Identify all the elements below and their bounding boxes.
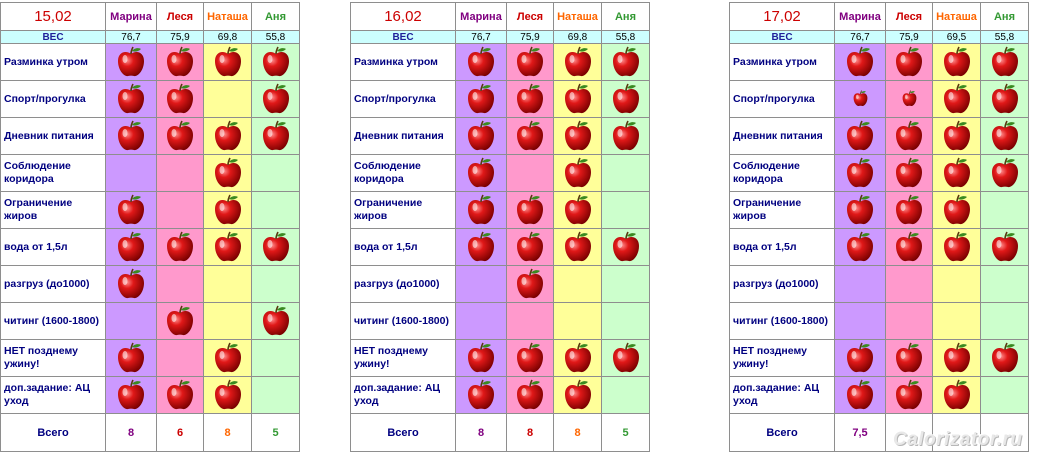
score-cell-natasha bbox=[933, 118, 981, 155]
score-cell-natasha bbox=[554, 44, 602, 81]
apple-icon bbox=[893, 238, 925, 255]
score-cell-natasha bbox=[554, 340, 602, 377]
activity-label: НЕТ позднему ужину! bbox=[730, 340, 835, 377]
apple-icon bbox=[465, 386, 497, 403]
score-cell-anya bbox=[252, 81, 300, 118]
apple-icon bbox=[164, 53, 196, 70]
apple-icon bbox=[212, 201, 244, 218]
apple-icon bbox=[562, 349, 594, 366]
apple-icon bbox=[562, 127, 594, 144]
score-cell-natasha bbox=[933, 155, 981, 192]
score-cell-natasha bbox=[933, 266, 981, 303]
score-cell-natasha bbox=[204, 303, 252, 340]
total-value-lesya: 6 bbox=[157, 414, 204, 452]
activity-label: Разминка утром bbox=[1, 44, 106, 81]
score-cell-anya bbox=[602, 229, 650, 266]
day-table-2 bbox=[350, 2, 650, 452]
score-cell-natasha bbox=[933, 44, 981, 81]
score-cell-marina bbox=[456, 44, 507, 81]
activity-label: Ограничение жиров bbox=[730, 192, 835, 229]
apple-icon bbox=[562, 238, 594, 255]
score-cell-anya bbox=[981, 303, 1029, 340]
score-cell-lesya bbox=[507, 118, 554, 155]
apple-icon bbox=[260, 238, 292, 255]
total-value-anya: 5 bbox=[602, 414, 650, 452]
apple-icon bbox=[893, 127, 925, 144]
weight-value-anya: 55,8 bbox=[602, 31, 650, 44]
score-cell-lesya bbox=[507, 377, 554, 414]
participant-name-natasha: Наташа bbox=[554, 3, 602, 31]
apple-icon bbox=[465, 53, 497, 70]
score-cell-natasha bbox=[554, 192, 602, 229]
apple-icon bbox=[989, 53, 1021, 70]
score-cell-marina bbox=[835, 266, 886, 303]
apple-icon bbox=[212, 349, 244, 366]
activity-label: Дневник питания bbox=[351, 118, 456, 155]
score-cell-anya bbox=[602, 44, 650, 81]
participant-name-lesya: Леся bbox=[157, 3, 204, 31]
day-date: 17,02 bbox=[730, 3, 835, 31]
activity-label: доп.задание: АЦ уход bbox=[730, 377, 835, 414]
apple-icon bbox=[514, 349, 546, 366]
score-cell-marina bbox=[456, 303, 507, 340]
activity-label: НЕТ позднему ужину! bbox=[351, 340, 456, 377]
score-cell-lesya bbox=[507, 192, 554, 229]
apple-icon bbox=[844, 349, 876, 366]
apple-icon bbox=[610, 349, 642, 366]
weight-value-marina: 76,7 bbox=[106, 31, 157, 44]
score-cell-anya bbox=[981, 81, 1029, 118]
weight-label: ВЕС bbox=[1, 31, 106, 44]
activity-label: Соблюдение коридора bbox=[1, 155, 106, 192]
participant-name-anya: Аня bbox=[252, 3, 300, 31]
score-cell-natasha bbox=[204, 44, 252, 81]
score-cell-marina bbox=[835, 377, 886, 414]
score-cell-marina bbox=[106, 229, 157, 266]
score-cell-lesya bbox=[886, 229, 933, 266]
score-cell-anya bbox=[981, 44, 1029, 81]
apple-icon bbox=[260, 127, 292, 144]
score-cell-natasha bbox=[204, 229, 252, 266]
score-cell-anya bbox=[602, 377, 650, 414]
score-cell-marina bbox=[456, 340, 507, 377]
apple-icon bbox=[941, 201, 973, 218]
score-cell-lesya bbox=[157, 155, 204, 192]
apple-icon bbox=[164, 238, 196, 255]
apple-icon bbox=[260, 90, 292, 107]
apple-icon bbox=[989, 90, 1021, 107]
score-cell-marina bbox=[456, 229, 507, 266]
tracker-table bbox=[0, 2, 300, 452]
total-label: Всего bbox=[730, 414, 835, 452]
score-cell-anya bbox=[602, 340, 650, 377]
score-cell-lesya bbox=[886, 377, 933, 414]
apple-icon bbox=[514, 53, 546, 70]
apple-icon bbox=[893, 201, 925, 218]
score-cell-natasha bbox=[933, 303, 981, 340]
score-cell-marina bbox=[106, 192, 157, 229]
score-cell-natasha bbox=[933, 340, 981, 377]
apple-icon bbox=[115, 201, 147, 218]
score-cell-anya bbox=[252, 340, 300, 377]
apple-icon bbox=[893, 349, 925, 366]
score-cell-lesya bbox=[507, 155, 554, 192]
apple-icon bbox=[115, 127, 147, 144]
activity-label: разгруз (до1000) bbox=[730, 266, 835, 303]
score-cell-natasha bbox=[554, 303, 602, 340]
weight-value-natasha: 69,8 bbox=[554, 31, 602, 44]
score-cell-lesya bbox=[886, 81, 933, 118]
apple-icon bbox=[893, 386, 925, 403]
day-date: 15,02 bbox=[1, 3, 106, 31]
score-cell-marina bbox=[835, 155, 886, 192]
apple-icon bbox=[465, 349, 497, 366]
score-cell-anya bbox=[252, 192, 300, 229]
score-cell-lesya bbox=[507, 229, 554, 266]
apple-icon bbox=[844, 127, 876, 144]
score-cell-anya bbox=[252, 155, 300, 192]
activity-label: Соблюдение коридора bbox=[351, 155, 456, 192]
score-cell-anya bbox=[252, 303, 300, 340]
apple-icon bbox=[844, 386, 876, 403]
apple-icon bbox=[115, 90, 147, 107]
apple-icon bbox=[610, 53, 642, 70]
score-cell-anya bbox=[602, 155, 650, 192]
score-cell-marina bbox=[456, 155, 507, 192]
apple-icon bbox=[562, 90, 594, 107]
participant-name-marina: Марина bbox=[835, 3, 886, 31]
score-cell-marina bbox=[835, 81, 886, 118]
watermark: Calorizator.ru bbox=[893, 429, 1023, 450]
weight-label: ВЕС bbox=[351, 31, 456, 44]
score-cell-anya bbox=[981, 266, 1029, 303]
apple-icon bbox=[212, 53, 244, 70]
total-value-natasha: 8 bbox=[554, 414, 602, 452]
apple-icon bbox=[465, 164, 497, 181]
total-value-natasha: 8 bbox=[204, 414, 252, 452]
apple-icon bbox=[212, 164, 244, 181]
apple-icon bbox=[514, 238, 546, 255]
apple-icon bbox=[514, 90, 546, 107]
score-cell-lesya bbox=[886, 340, 933, 377]
apple-icon bbox=[164, 127, 196, 144]
participant-name-anya: Аня bbox=[981, 3, 1029, 31]
total-value-marina: 7,5 bbox=[835, 414, 886, 452]
apple-icon bbox=[115, 275, 147, 292]
activity-label: Спорт/прогулка bbox=[730, 81, 835, 118]
score-cell-lesya bbox=[157, 377, 204, 414]
apple-icon bbox=[514, 275, 546, 292]
activity-label: вода от 1,5л bbox=[351, 229, 456, 266]
score-cell-marina bbox=[106, 303, 157, 340]
score-cell-marina bbox=[106, 155, 157, 192]
score-cell-lesya bbox=[157, 229, 204, 266]
apple-icon bbox=[260, 312, 292, 329]
apple-icon bbox=[465, 201, 497, 218]
activity-label: Спорт/прогулка bbox=[1, 81, 106, 118]
day-table-1 bbox=[0, 2, 300, 452]
apple-icon bbox=[514, 127, 546, 144]
activity-label: Разминка утром bbox=[351, 44, 456, 81]
score-cell-marina bbox=[106, 377, 157, 414]
apple-icon bbox=[989, 238, 1021, 255]
activity-label: Ограничение жиров bbox=[1, 192, 106, 229]
apple-icon bbox=[562, 386, 594, 403]
total-value-anya: 5 bbox=[252, 414, 300, 452]
apple-icon bbox=[465, 127, 497, 144]
apple-icon bbox=[941, 238, 973, 255]
score-cell-lesya bbox=[157, 81, 204, 118]
participant-name-lesya: Леся bbox=[507, 3, 554, 31]
apple-icon bbox=[989, 127, 1021, 144]
score-cell-anya bbox=[252, 118, 300, 155]
apple-icon bbox=[941, 90, 973, 107]
activity-label: разгруз (до1000) bbox=[1, 266, 106, 303]
score-cell-natasha bbox=[204, 266, 252, 303]
score-cell-lesya bbox=[507, 340, 554, 377]
apple-icon bbox=[115, 53, 147, 70]
weight-label: ВЕС bbox=[730, 31, 835, 44]
apple-icon bbox=[260, 53, 292, 70]
score-cell-lesya bbox=[886, 192, 933, 229]
score-cell-natasha bbox=[554, 266, 602, 303]
weight-value-natasha: 69,5 bbox=[933, 31, 981, 44]
weight-value-natasha: 69,8 bbox=[204, 31, 252, 44]
activity-label: Соблюдение коридора bbox=[730, 155, 835, 192]
apple-icon bbox=[212, 238, 244, 255]
score-cell-anya bbox=[252, 229, 300, 266]
score-cell-natasha bbox=[204, 81, 252, 118]
score-cell-marina bbox=[106, 118, 157, 155]
score-cell-marina bbox=[456, 192, 507, 229]
activity-label: Разминка утром bbox=[730, 44, 835, 81]
weight-value-lesya: 75,9 bbox=[157, 31, 204, 44]
apple-icon bbox=[941, 386, 973, 403]
weight-value-anya: 55,8 bbox=[981, 31, 1029, 44]
apple-icon bbox=[164, 312, 196, 329]
apple-icon bbox=[610, 90, 642, 107]
participant-name-anya: Аня bbox=[602, 3, 650, 31]
score-cell-marina bbox=[456, 377, 507, 414]
half-apple-icon bbox=[901, 90, 918, 107]
score-cell-lesya bbox=[886, 303, 933, 340]
activity-label: НЕТ позднему ужину! bbox=[1, 340, 106, 377]
apple-icon bbox=[941, 127, 973, 144]
score-cell-natasha bbox=[554, 377, 602, 414]
day-table-3 bbox=[729, 2, 1029, 452]
score-cell-lesya bbox=[157, 192, 204, 229]
score-cell-natasha bbox=[554, 155, 602, 192]
activity-label: доп.задание: АЦ уход bbox=[1, 377, 106, 414]
score-cell-marina bbox=[106, 81, 157, 118]
score-cell-marina bbox=[106, 340, 157, 377]
apple-icon bbox=[115, 349, 147, 366]
activity-label: Дневник питания bbox=[730, 118, 835, 155]
apple-icon bbox=[941, 164, 973, 181]
score-cell-marina bbox=[835, 44, 886, 81]
score-cell-natasha bbox=[554, 229, 602, 266]
score-cell-marina bbox=[106, 266, 157, 303]
score-cell-anya bbox=[981, 118, 1029, 155]
score-cell-marina bbox=[456, 118, 507, 155]
score-cell-lesya bbox=[157, 303, 204, 340]
apple-icon bbox=[514, 201, 546, 218]
weight-value-marina: 76,7 bbox=[835, 31, 886, 44]
apple-icon bbox=[465, 238, 497, 255]
score-cell-natasha bbox=[204, 377, 252, 414]
score-cell-natasha bbox=[204, 192, 252, 229]
apple-icon bbox=[610, 127, 642, 144]
score-cell-anya bbox=[981, 155, 1029, 192]
score-cell-lesya bbox=[157, 266, 204, 303]
total-label: Всего bbox=[351, 414, 456, 452]
apple-icon bbox=[562, 201, 594, 218]
score-cell-natasha bbox=[204, 340, 252, 377]
score-cell-marina bbox=[835, 340, 886, 377]
score-cell-anya bbox=[981, 229, 1029, 266]
total-value-lesya: 8 bbox=[507, 414, 554, 452]
score-cell-lesya bbox=[886, 266, 933, 303]
score-cell-marina bbox=[456, 81, 507, 118]
apple-icon bbox=[115, 238, 147, 255]
score-cell-natasha bbox=[204, 155, 252, 192]
score-cell-natasha bbox=[933, 81, 981, 118]
apple-icon bbox=[115, 386, 147, 403]
score-cell-anya bbox=[602, 192, 650, 229]
score-cell-anya bbox=[252, 44, 300, 81]
score-cell-marina bbox=[835, 118, 886, 155]
score-cell-anya bbox=[252, 266, 300, 303]
score-cell-lesya bbox=[507, 266, 554, 303]
weight-value-lesya: 75,9 bbox=[886, 31, 933, 44]
score-cell-anya bbox=[981, 340, 1029, 377]
activity-label: читинг (1600-1800) bbox=[351, 303, 456, 340]
participant-name-marina: Марина bbox=[456, 3, 507, 31]
apple-icon bbox=[844, 53, 876, 70]
activity-label: Ограничение жиров bbox=[351, 192, 456, 229]
activity-label: вода от 1,5л bbox=[730, 229, 835, 266]
score-cell-lesya bbox=[157, 340, 204, 377]
score-cell-lesya bbox=[507, 303, 554, 340]
score-cell-anya bbox=[981, 192, 1029, 229]
score-cell-marina bbox=[835, 303, 886, 340]
apple-icon bbox=[844, 238, 876, 255]
score-cell-marina bbox=[456, 266, 507, 303]
activity-label: Дневник питания bbox=[1, 118, 106, 155]
apple-icon bbox=[212, 386, 244, 403]
score-cell-marina bbox=[106, 44, 157, 81]
apple-icon bbox=[465, 90, 497, 107]
score-cell-lesya bbox=[507, 44, 554, 81]
weight-value-marina: 76,7 bbox=[456, 31, 507, 44]
activity-label: читинг (1600-1800) bbox=[1, 303, 106, 340]
participant-name-lesya: Леся bbox=[886, 3, 933, 31]
total-value-marina: 8 bbox=[106, 414, 157, 452]
score-cell-natasha bbox=[933, 229, 981, 266]
score-cell-anya bbox=[602, 266, 650, 303]
score-cell-natasha bbox=[933, 192, 981, 229]
score-cell-lesya bbox=[886, 118, 933, 155]
score-cell-anya bbox=[602, 303, 650, 340]
apple-icon bbox=[989, 164, 1021, 181]
weight-value-lesya: 75,9 bbox=[507, 31, 554, 44]
activity-label: читинг (1600-1800) bbox=[730, 303, 835, 340]
apple-icon bbox=[893, 53, 925, 70]
participant-name-natasha: Наташа bbox=[933, 3, 981, 31]
score-cell-lesya bbox=[886, 155, 933, 192]
apple-icon bbox=[844, 164, 876, 181]
total-label: Всего bbox=[1, 414, 106, 452]
apple-icon bbox=[562, 53, 594, 70]
apple-icon bbox=[164, 90, 196, 107]
apple-icon bbox=[989, 349, 1021, 366]
score-cell-marina bbox=[835, 229, 886, 266]
weight-value-anya: 55,8 bbox=[252, 31, 300, 44]
activity-label: доп.задание: АЦ уход bbox=[351, 377, 456, 414]
activity-label: Спорт/прогулка bbox=[351, 81, 456, 118]
participant-name-natasha: Наташа bbox=[204, 3, 252, 31]
apple-icon bbox=[941, 53, 973, 70]
tracker-table bbox=[350, 2, 650, 452]
total-value-marina: 8 bbox=[456, 414, 507, 452]
apple-icon bbox=[893, 164, 925, 181]
score-cell-natasha bbox=[554, 118, 602, 155]
score-cell-lesya bbox=[157, 44, 204, 81]
participant-name-marina: Марина bbox=[106, 3, 157, 31]
day-date: 16,02 bbox=[351, 3, 456, 31]
apple-icon bbox=[941, 349, 973, 366]
tracker-table bbox=[729, 2, 1029, 452]
score-cell-lesya bbox=[157, 118, 204, 155]
score-cell-marina bbox=[835, 192, 886, 229]
score-cell-anya bbox=[602, 81, 650, 118]
score-cell-natasha bbox=[933, 377, 981, 414]
activity-label: вода от 1,5л bbox=[1, 229, 106, 266]
apple-icon bbox=[562, 164, 594, 181]
score-cell-lesya bbox=[507, 81, 554, 118]
score-cell-lesya bbox=[886, 44, 933, 81]
apple-icon bbox=[212, 127, 244, 144]
apple-icon bbox=[844, 201, 876, 218]
apple-icon bbox=[164, 386, 196, 403]
score-cell-anya bbox=[602, 118, 650, 155]
score-cell-anya bbox=[981, 377, 1029, 414]
score-cell-anya bbox=[252, 377, 300, 414]
score-cell-natasha bbox=[554, 81, 602, 118]
score-cell-natasha bbox=[204, 118, 252, 155]
apple-icon bbox=[610, 238, 642, 255]
half-apple-icon bbox=[852, 90, 869, 107]
activity-label: разгруз (до1000) bbox=[351, 266, 456, 303]
apple-icon bbox=[514, 386, 546, 403]
